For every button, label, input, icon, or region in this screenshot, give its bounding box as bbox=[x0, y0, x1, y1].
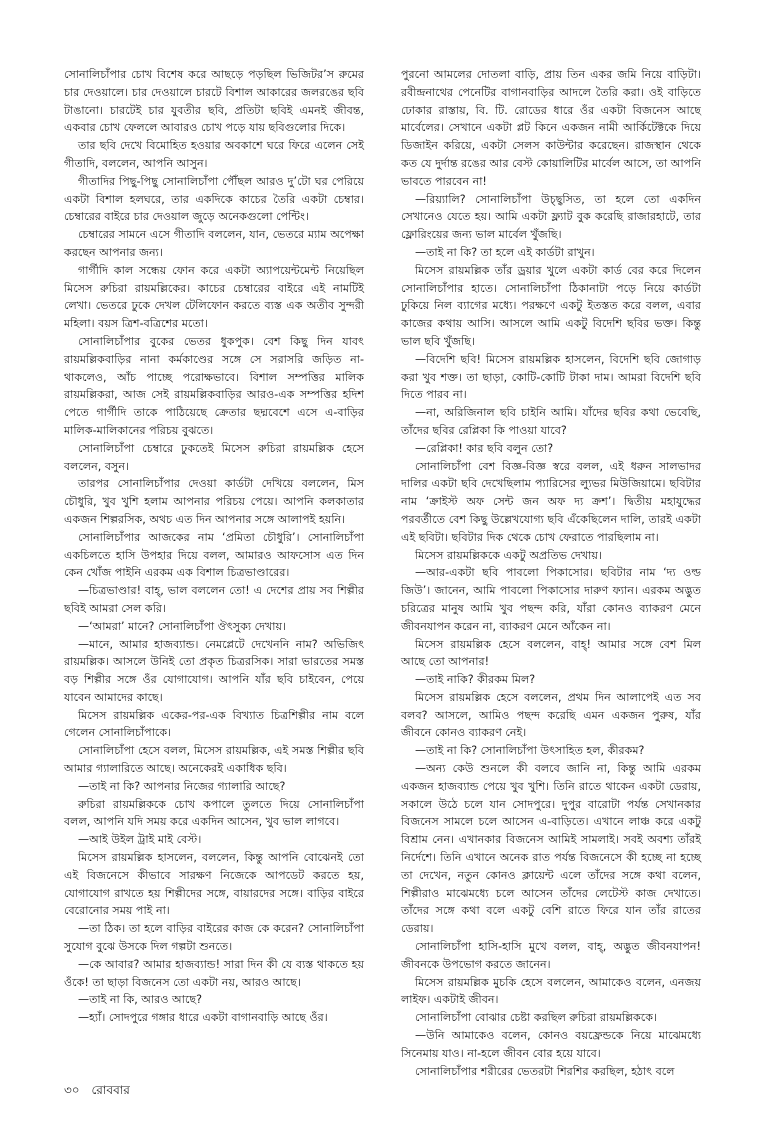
paragraph: তার ছবি দেখে বিমোহিত হওয়ার অবকাশে ঘরে ফিরে এলেন সেই গীতাদি, বললেন, আপনি আসুন। bbox=[64, 139, 364, 170]
paragraph: সোনালিচাঁপা বোঝার চেষ্টা করছিল রুচিরা রায়মল্লিককে। bbox=[415, 1011, 657, 1025]
paragraph: —বিদেশি ছবি! মিসেস রায়মল্লিক হাসলেন, বিদেশি ছবি জোগাড় করা খুব শক্ত। তা ছাড়া, কোটি-কোটি টাকা দাম। আমরা বিদেশি ছবি দিতে পারব না। bbox=[401, 352, 701, 402]
paragraph: সোনালিচাঁপা চেম্বারে ঢুকতেই মিসেস রুচিরা রায়মল্লিক হেসে বললেন, বসুন। bbox=[64, 441, 364, 473]
paragraph: সোনালিচাঁপার শরীরের ভেতরটা শিরশির করছিল, হঠাৎ বলে bbox=[415, 1064, 675, 1078]
paragraph: মিসেস রায়মল্লিক একের-পর-এক বিখ্যাত চিত্রশিল্পীর নাম বলে গেলেন সোনালিচাঁপাকে। bbox=[64, 708, 364, 740]
paragraph: —তাই না কি? আপনার নিজের গ্যালারি আছে? bbox=[78, 779, 286, 793]
paragraph: মিসেস রায়মল্লিক তাঁর ড্রয়ার খুলে একটা কার্ড বের করে দিলেন সোনালিচাঁপার হাতে। সোনালিচাঁপা ঠিকানাটা পড়ে নিয়ে কার্ডটা ঢুকিয়ে নিল ব্যাগের মধ্যে। পরক্ষণে একটু ইতস্তত করে বলল, এবার কাজের কথায় আসি। আসলে আমি একটু বিদেশি ছবির ভক্ত। কিন্তু ভাল ছবি খুঁজছি। bbox=[401, 263, 701, 348]
paragraph: সোনালিচাঁপা বেশ বিজ্ঞ-বিজ্ঞ স্বরে বলল, এই ধরুন সালভাদর দালির একটা ছবি দেখেছিলাম প্যারিসের ল্যুভর মিউজিয়ামে। ছবিটার নাম ‘ক্রাইস্ট অফ সেন্ট জন অফ দ্য ক্রশ’। দ্বিতীয় মহাযুদ্ধের পরবর্তীতে বেশ কিছু উল্লেখযোগ্য ছবি এঁকেছিলেন দালি, তারই একটা এই ছবিটা। ছবিটার দিক থেকে চোখ ফেরাতে পারছিলাম না। bbox=[401, 459, 701, 544]
paragraph: —অন্য কেউ শুনলে কী বলবে জানি না, কিন্তু আমি এরকম একজন হাজব্যান্ড পেয়ে খুব খুশি। তিনি রাতে থাকেন একটা ডেরায়, সকালে উঠে চলে যান সোদপুরে। দুপুর বারোটা পর্যন্ত সেখানকার বিজনেস সামলে চলে আসেন এ-বাড়িতে। এখানে লাঞ্চ করে একটু বিশ্রাম নেন। এখানকার বিজনেস আমিই সামলাই। সবই অবশ্য তাঁরই নির্দেশে। তিনি এখানে অনেক রাত পর্যন্ত বিজনেসে কী হচ্ছে না হচ্ছে তা দেখেন, নতুন কোনও ক্লায়েন্ট এলে তাঁদের সঙ্গে কথা বলেন, শিল্পীরাও মাঝেমধ্যে চলে আসেন তাঁদের লেটেস্ট কাজ দেখাতে। তাঁদের সঙ্গে কথা বলে একটু বেশি রাতে ফিরে যান তাঁর রাতের ডেরায়। bbox=[401, 762, 701, 936]
paragraph: সোনালিচাঁপার চোখ বিশেষ করে আছড়ে পড়ছিল ভিজিটর’স রুমের চার দেওয়ালে। চার দেওয়ালে চারটে বিশাল আকারের জলরঙের ছবি টাঙানো। চারটেই চার যুবতীর ছবি, প্রতিটা ছবিই এমনই জীবন্ত, একবার চোখ ফেললে আবারও চোখ পড়ে যায় ছবিগুলোর দিকে। bbox=[64, 68, 364, 135]
paragraph: মিসেস রায়মল্লিক হেসে বললেন, বাহ্! আমার সঙ্গে বেশ মিল আছে তো আপনার! bbox=[401, 637, 701, 669]
paragraph: —তাই না কি? তা হলে এই কার্ডটা রাখুন। bbox=[415, 245, 595, 259]
paragraph: মিসেস রায়মল্লিককে একটু অপ্রতিভ দেখায়। bbox=[415, 548, 602, 562]
paragraph: রুচিরা রায়মল্লিককে চোখ কপালে তুলতে দিয়ে সোনালিচাঁপা বলল, আপনি যদি সময় করে একদিন আসেন, খুব ভাল লাগবে। bbox=[64, 797, 364, 829]
paragraph: —না, অরিজিনাল ছবি চাইনি আমি। যাঁদের ছবির কথা ভেবেছি, তাঁদের ছবির রেপ্লিকা কি পাওয়া যাবে? bbox=[401, 406, 701, 437]
paragraph: —চিত্রভাণ্ডার! বাহ্, ভাল বললেন তো! এ দেশের প্রায় সব শিল্পীর ছবিই আমরা সেল করি। bbox=[64, 584, 364, 615]
paragraph: —আর-একটা ছবি পাবলো পিকাসোর। ছবিটার নাম ‘দ্য ওল্ড জিউ’। জানেন, আমি পাবলো পিকাসোর দারুণ ফ্যান। এরকম অদ্ভুত চরিত্রের মানুষ আমি খুব পছন্দ করি, যাঁরা কোনও ব্যাকরণ মেনে জীবনযাপন করেন না, ব্যাকরণ মেনে আঁকেন না। bbox=[401, 566, 701, 633]
paragraph: মিসেস রায়মল্লিক হাসলেন, বললেন, কিন্তু আপনি বোঝেনই তো এই বিজনেসে কীভাবে সারক্ষণ নিজেকে আপডেট করতে হয়, যোগাযোগ রাখতে হয় শিল্পীদের সঙ্গে, বায়ারদের সঙ্গে। বাড়ির বাইরে বেরোনোর সময় পাই না। bbox=[64, 851, 364, 918]
paragraph: —তাই না কি? সোনালিচাঁপা উৎসাহিত হল, কীরকম? bbox=[415, 744, 645, 758]
paragraph: —মানে, আমার হাজব্যান্ড। নেমপ্লেটে দেখেননি নাম? অভিজিৎ রায়মল্লিক। আসলে উনিই তো প্রকৃত চিত্ররসিক। সারা ভারতের সমস্ত বড় শিল্পীর সঙ্গে ওঁর যোগাযোগ। আপনি যাঁর ছবি চাইবেন, পেয়ে যাবেন আমাদের কাছে। bbox=[64, 637, 364, 704]
paragraph: চেম্বারের সামনে এসে গীতাদি বললেন, যান, ভেতরে ম্যাম অপেক্ষা করছেন আপনার জন্য। bbox=[64, 228, 364, 259]
paragraph: পুরনো আমলের দোতলা বাড়ি, প্রায় তিন একর জমি নিয়ে বাড়িটা। রবীন্দ্রনাথের পেনেটির বাগানবাড়ির আদলে তৈরি করা। ওই বাড়িতে ঢোকার রাস্তায়, বি. টি. রোডের ধারে ওঁর একটা বিজনেস আছে মার্বেলের। সেখানে একটা প্লট কিনে একজন নামী আর্কিটেক্টকে দিয়ে ডিজাইন করিয়ে, একটা সেলস কাউন্টার করেছেন। রাজস্থান থেকে কত যে দুর্দান্ত রঙের আর বেস্ট কোয়ালিটির মার্বেল আসে, তা আপনি ভাবতে পারবেন না! bbox=[401, 68, 701, 188]
paragraph: —রিয়্যালি? সোনালিচাঁপা উচ্ছ্বসিত, তা হলে তো একদিন সেখানেও যেতে হয়। আমি একটা ফ্ল্যাট বুক করেছি রাজারহাটে, তার ফ্লোরিংয়ের জন্য ভাল মার্বেল খুঁজছি। bbox=[401, 192, 701, 242]
page-footer bbox=[64, 1082, 138, 1098]
paragraph: মিসেস রায়মল্লিক মুচকি হেসে বললেন, আমাকেও বলেন, এনজয় লাইফ। একটাই জীবন। bbox=[401, 975, 701, 1007]
paragraph: —কে আবার? আমার হাজব্যান্ড! সারা দিন কী যে ব্যস্ত থাকতে হয় ওঁকে! তা ছাড়া বিজনেস তো একটা নয়, আরও আছে। bbox=[64, 957, 364, 989]
left-column bbox=[64, 66, 364, 1027]
paragraph: সোনালিচাঁপার আজকের নাম ‘প্রমিতা চৌধুরি’। সোনালিচাঁপা একচিলতে হাসি উপহার দিয়ে বলল, আমারও আফসোস এত দিন কেন খোঁজ পাইনি এরকম এক বিশাল চিত্রভাণ্ডারের। bbox=[64, 530, 364, 580]
paragraph: —তা ঠিক। তা হলে বাড়ির বাইরের কাজ কে করেন? সোনালিচাঁপা সুযোগ বুঝে উসকে দিল গল্পটা শুনতে। bbox=[64, 922, 364, 954]
paragraph: —তাই নাকি? কীরকম মিল? bbox=[415, 673, 536, 687]
paragraph: —‘আমরা’ মানে? সোনালিচাঁপা ঔৎসুক্য দেখায়। bbox=[78, 619, 286, 633]
paragraph: গার্গীদি কাল সন্ধেয় ফোন করে একটা অ্যাপয়েন্টমেন্ট নিয়েছিল মিসেস রুচিরা রায়মল্লিকের। কাচের চেম্বারের বাইরে এই নামটিই লেখা। ভেতরে ঢুকে দেখল টেলিফোন করতে ব্যস্ত এক অতীব সুন্দরী মহিলা। বয়স ত্রিশ-বত্রিশের মতো। bbox=[64, 263, 364, 331]
paragraph: গীতাদির পিছু-পিছু সোনালিচাঁপা পৌঁছল আরও দু’টো ঘর পেরিয়ে একটা বিশাল হলঘরে, তার একদিকে কাচের তৈরি একটা চেম্বার। চেম্বারের বাইরে চার দেওয়াল জুড়ে অনেকগুলো পেন্টিং। bbox=[64, 174, 364, 224]
paragraph: —তাই না কি, আরও আছে? bbox=[78, 993, 203, 1007]
paragraph: —রেপ্লিকা! কার ছবি বলুন তো? bbox=[415, 441, 554, 455]
page-number: ৩০ bbox=[64, 1083, 80, 1097]
paragraph: সোনালিচাঁপার বুকের ভেতর ধুকপুক। বেশ কিছু দিন যাবৎ রায়মল্লিকবাড়ির নানা কর্মকাণ্ডের সঙ্গে সে সরাসরি জড়িত না-থাকলেও, আঁচ পাচ্ছে পরোক্ষভাবে। বিশাল সম্পত্তির মালিক রায়মল্লিকরা, আজ সেই রায়মল্লিকবাড়ির আরও-এক সম্পত্তির হদিশ পেতে গার্গীদি তাকে পাঠিয়েছে ক্রেতার ছদ্মবেশে এসে এ-বাড়ির মালিক-মালিকানের পরিচয় বুঝতে। bbox=[64, 334, 364, 437]
paragraph: সোনালিচাঁপা হাসি-হাসি মুখে বলল, বাহ্, অদ্ভুত জীবনযাপন! জীবনকে উপভোগ করতে জানেন। bbox=[401, 940, 701, 971]
paragraph: —হ্যাঁ। সোদপুরে গঙ্গার ধারে একটা বাগানবাড়ি আছে ওঁর। bbox=[78, 1011, 328, 1025]
section-name: রোববার bbox=[91, 1083, 130, 1097]
right-column bbox=[401, 66, 701, 1080]
paragraph: তারপর সোনালিচাঁপার দেওয়া কার্ডটা দেখিয়ে বললেন, মিস চৌধুরি, খুব খুশি হলাম আপনার পরিচয় পেয়ে। আপনি কলকাতার একজন শিল্পরসিক, অথচ এত দিন আপনার সঙ্গে আলাপই হয়নি। bbox=[64, 477, 364, 526]
paragraph: —উনি আমাকেও বলেন, কোনও বয়ফ্রেন্ডকে নিয়ে মাঝেমধ্যে সিনেমায় যাও। না-হলে জীবন বোর হয়ে যাবে। bbox=[401, 1029, 701, 1060]
paragraph: মিসেস রায়মল্লিক হেসে বললেন, প্রথম দিন আলাপেই এত সব বলব? আসলে, আমিও পছন্দ করেছি এমন একজন পুরুষ, যাঁর জীবনে কোনও ব্যাকরণ নেই। bbox=[401, 690, 701, 740]
paragraph: —আই উইল ট্রাই মাই বেস্ট। bbox=[78, 833, 202, 847]
paragraph: সোনালিচাঁপা হেসে বলল, মিসেস রায়মল্লিক, এই সমস্ত শিল্পীর ছবি আমার গ্যালারিতে আছে। অনেকেরই একাধিক ছবি। bbox=[64, 744, 364, 776]
